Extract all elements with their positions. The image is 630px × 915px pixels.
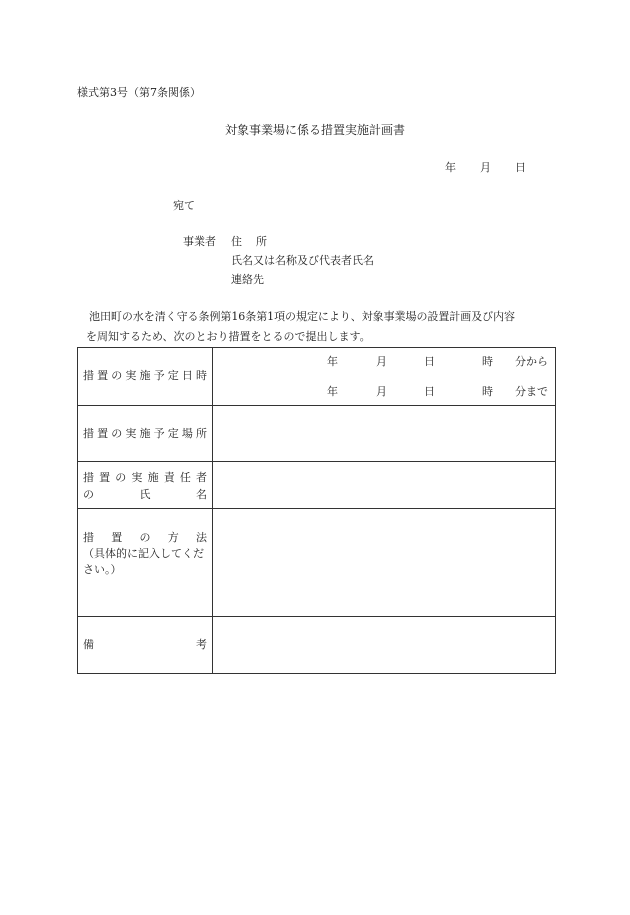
address-label <box>231 236 267 247</box>
label-char: 置 <box>99 471 111 484</box>
label-char: 予 <box>153 369 165 382</box>
preamble-line-2: を周知するため、次のとおり措置をとるので提出します。 <box>86 330 371 343</box>
method-note-line-1: （具体的に記入してくだ <box>83 547 204 560</box>
label-remarks <box>78 617 213 674</box>
row-scheduled-location <box>78 406 556 462</box>
label-char: 措 <box>83 471 94 484</box>
value-method[interactable] <box>213 509 556 617</box>
addressee: 宛て <box>173 199 195 212</box>
label-char: 責 <box>163 471 175 484</box>
label-char: 実 <box>125 369 137 382</box>
date-month: 月 <box>480 161 491 174</box>
to-day: 日 <box>424 385 435 398</box>
label-char: 施 <box>139 369 151 382</box>
label-char: 所 <box>196 427 207 440</box>
label-char: 措 <box>83 427 94 440</box>
date-day: 日 <box>515 161 526 174</box>
label-char: の <box>111 369 123 382</box>
name-label: 氏名又は名称及び代表者氏名 <box>231 254 374 267</box>
date-year: 年 <box>445 161 456 174</box>
to-hour: 時 <box>482 385 493 398</box>
label-char: の <box>115 471 127 484</box>
value-remarks[interactable] <box>213 617 556 674</box>
from-month: 月 <box>376 355 387 368</box>
label-char: の <box>83 488 94 501</box>
label-char: 実 <box>125 427 137 440</box>
label-char: 定 <box>167 369 179 382</box>
row-method <box>78 509 556 617</box>
row-remarks <box>78 617 556 674</box>
from-year: 年 <box>327 355 338 368</box>
to-month: 月 <box>376 385 387 398</box>
label-char: 者 <box>195 471 207 484</box>
contact-label: 連絡先 <box>231 273 264 286</box>
label-char: 置 <box>97 427 109 440</box>
label-char: 考 <box>196 638 207 651</box>
label-char: 法 <box>196 531 207 544</box>
label-char: 日 <box>181 369 193 382</box>
from-hour: 時 <box>482 355 493 368</box>
from-day: 日 <box>424 355 435 368</box>
label-char: 備 <box>83 638 94 651</box>
to-year: 年 <box>327 385 338 398</box>
to-minute: 分まで <box>515 385 548 398</box>
label-char: 氏 <box>139 488 151 501</box>
value-scheduled-datetime[interactable] <box>213 348 556 406</box>
value-scheduled-location[interactable] <box>213 406 556 462</box>
label-char: 予 <box>153 427 165 440</box>
measure-table <box>77 347 556 674</box>
label-char: 施 <box>147 471 159 484</box>
label-method <box>78 509 213 617</box>
label-char: 名 <box>196 488 207 501</box>
label-char: 任 <box>179 471 191 484</box>
value-responsible-person[interactable] <box>213 462 556 509</box>
from-minute: 分から <box>515 355 548 368</box>
label-char: の <box>111 427 123 440</box>
label-char: 施 <box>139 427 151 440</box>
document-title: 対象事業場に係る措置実施計画書 <box>225 123 406 137</box>
label-char: 措 <box>83 369 94 382</box>
method-note-line-2: さい。） <box>83 563 122 576</box>
label-char: 場 <box>181 427 193 440</box>
preamble-line-1: 池田町の水を清く守る条例第16条第1項の規定により、対象事業場の設置計画及び内容 <box>89 310 515 323</box>
label-char: の <box>139 531 151 544</box>
label-char: 実 <box>131 471 143 484</box>
label-responsible-person <box>78 462 213 509</box>
label-char: 置 <box>111 531 123 544</box>
address-char: 所 <box>256 235 267 248</box>
address-char: 住 <box>231 235 242 248</box>
label-char: 置 <box>97 369 109 382</box>
label-char: 時 <box>196 369 207 382</box>
label-char: 方 <box>167 531 179 544</box>
row-responsible-person <box>78 462 556 509</box>
label-scheduled-location <box>78 406 213 462</box>
label-scheduled-datetime <box>78 348 213 406</box>
row-scheduled-datetime <box>78 348 556 406</box>
applicant-heading: 事業者 <box>183 235 216 248</box>
label-char: 定 <box>167 427 179 440</box>
label-char: 措 <box>83 531 94 544</box>
form-number: 様式第3号（第7条関係） <box>77 86 201 99</box>
